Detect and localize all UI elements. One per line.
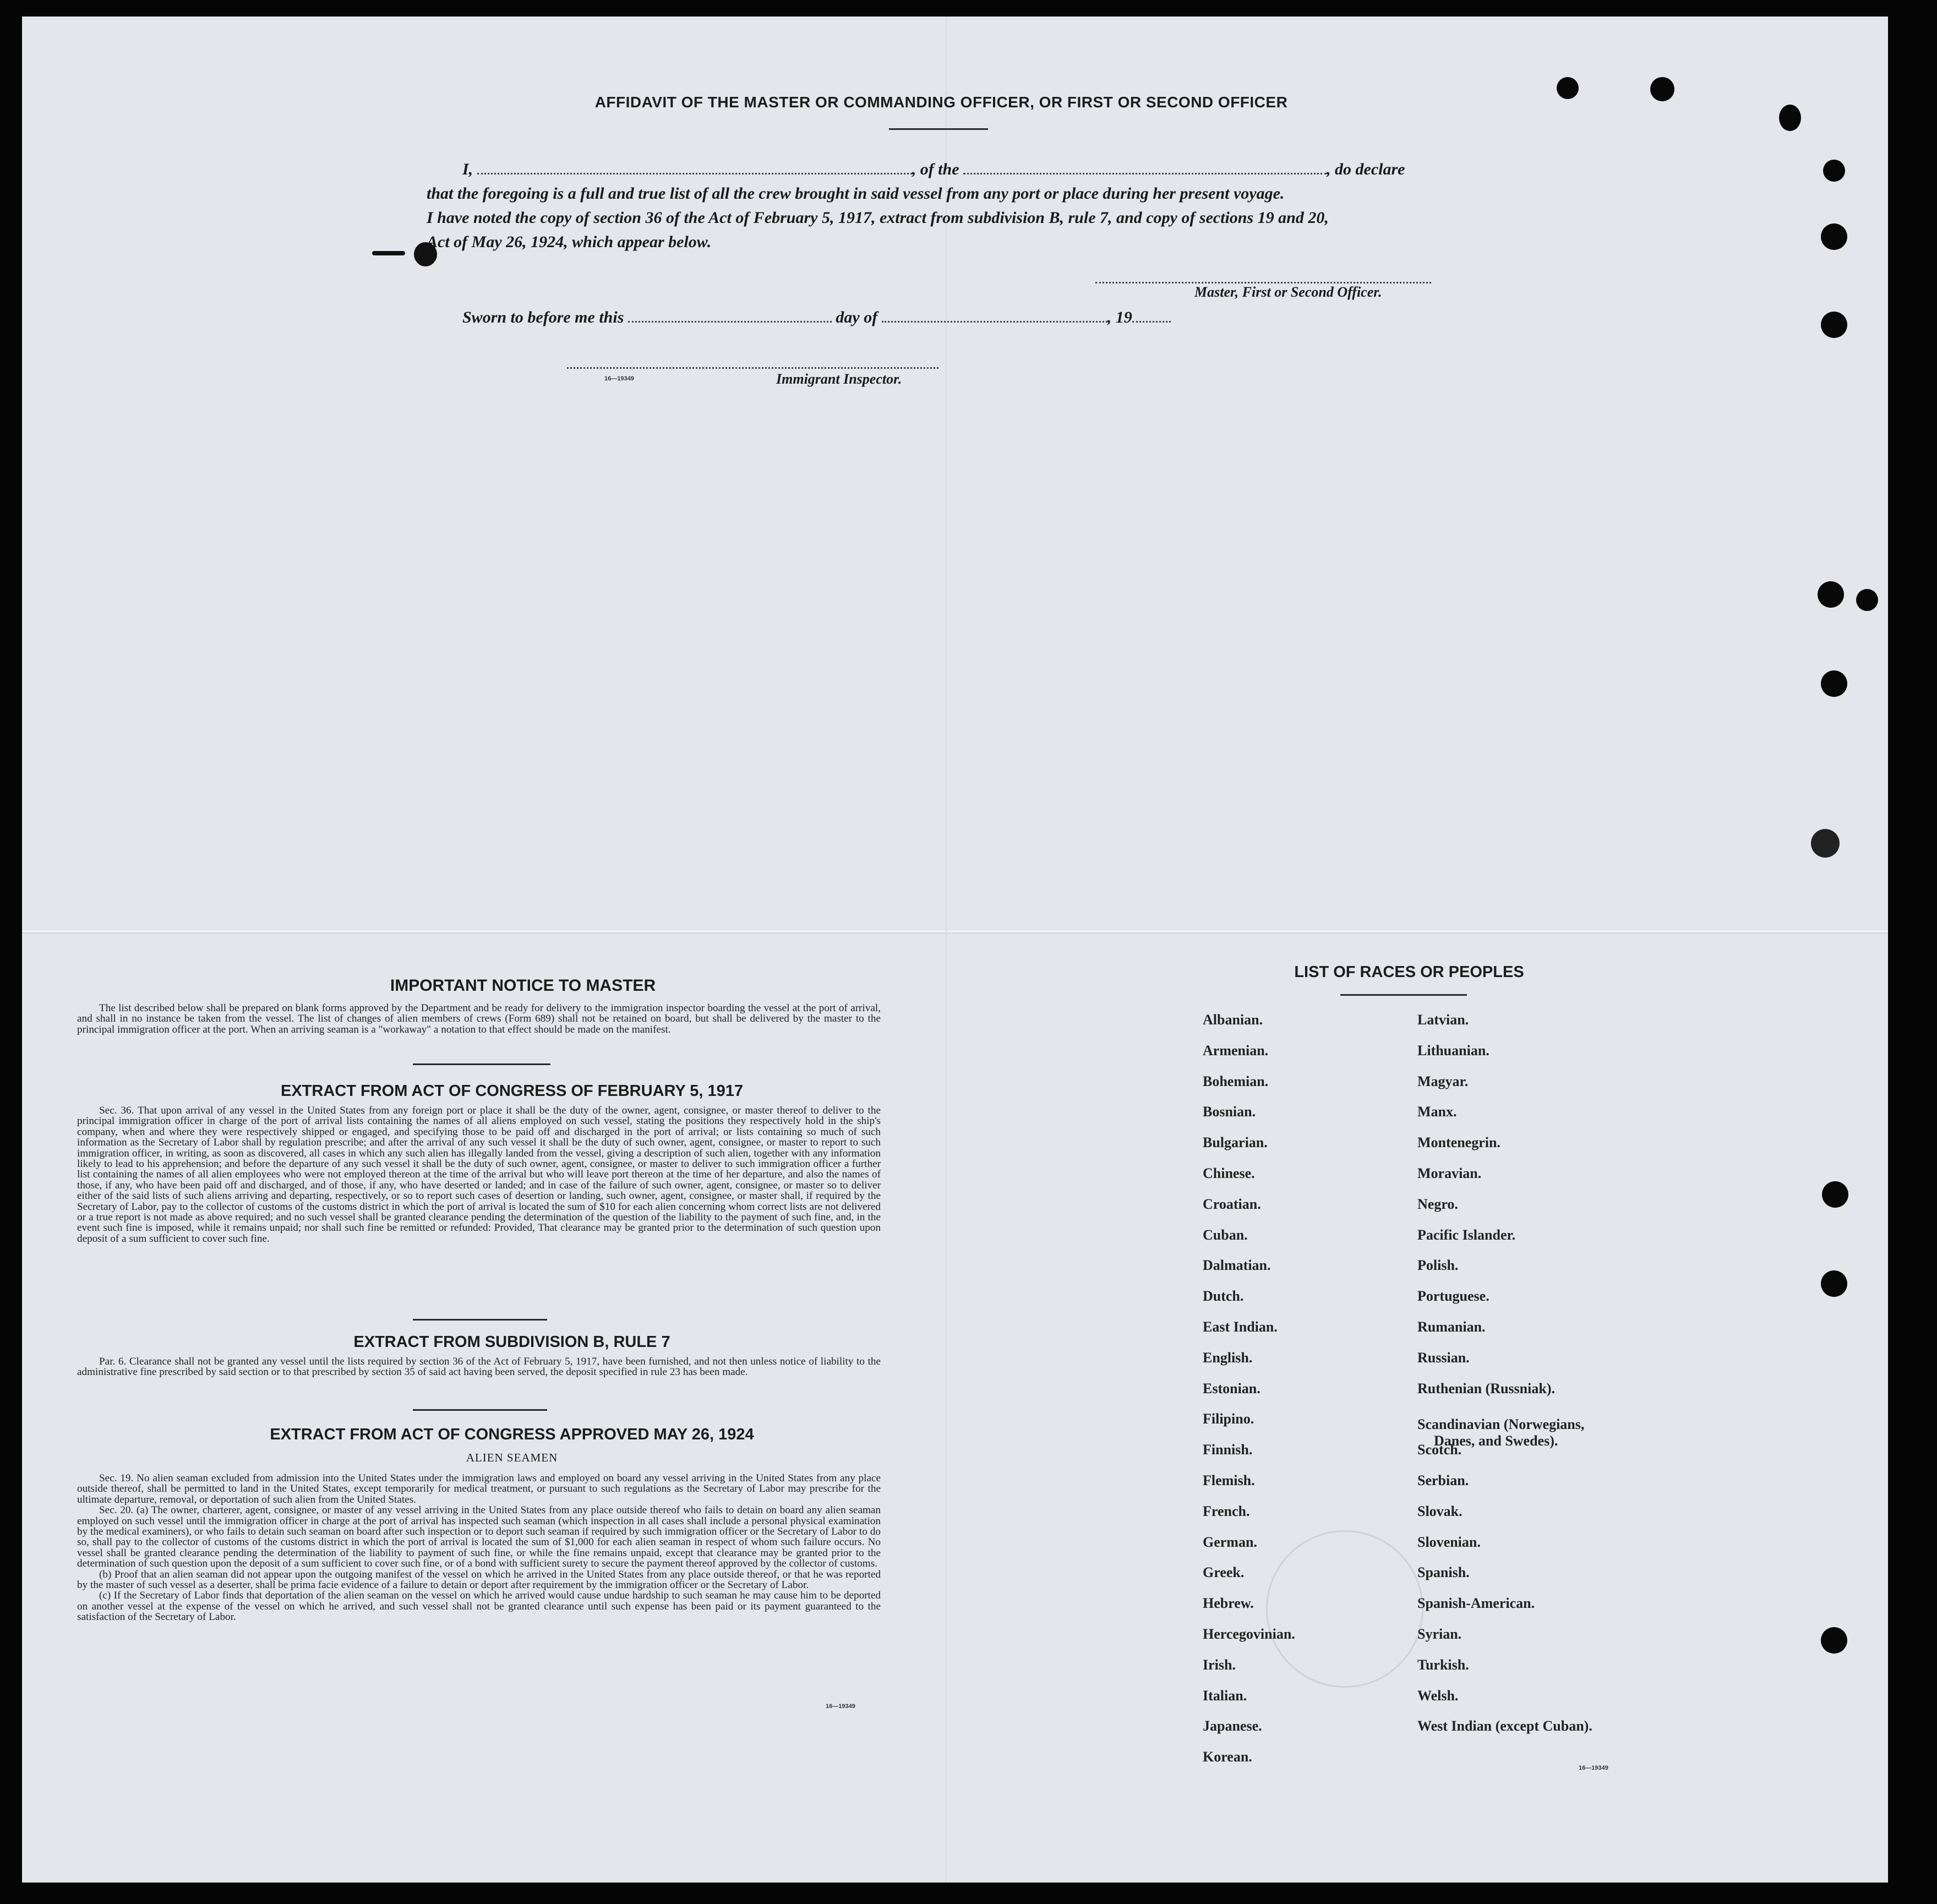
affidavit-title: AFFIDAVIT OF THE MASTER OR COMMANDING OFFICER, OR FIRST OR SECOND OFFICER	[594, 94, 1288, 111]
races-form-number: 16—19349	[1579, 1765, 1608, 1771]
notice-title: IMPORTANT NOTICE TO MASTER	[390, 976, 656, 995]
declaration-line-4: Act of May 26, 1924, which appear below.	[427, 233, 712, 251]
races-title: LIST OF RACES OR PEOPLES	[1294, 963, 1524, 981]
race-item: Manx.	[1417, 1104, 1457, 1120]
races-title-rule	[1340, 994, 1467, 996]
sworn-year-prefix: , 19	[1107, 308, 1132, 326]
race-item: Armenian.	[1203, 1042, 1269, 1059]
race-item: Portuguese.	[1417, 1288, 1489, 1305]
race-item: Estonian.	[1203, 1380, 1261, 1396]
declare-suffix: , do declare	[1327, 160, 1405, 178]
race-item: Welsh.	[1417, 1687, 1459, 1704]
punch-hole	[1821, 1270, 1847, 1297]
race-item: East Indian.	[1203, 1319, 1278, 1335]
declarant-name-field[interactable]	[477, 167, 912, 174]
sworn-line	[462, 308, 1171, 327]
race-item: German.	[1203, 1534, 1257, 1550]
race-item: Russian.	[1417, 1349, 1470, 1366]
declaration-line-1	[427, 157, 1456, 182]
punch-hole	[1650, 77, 1674, 101]
race-item: Lithuanian.	[1417, 1042, 1489, 1059]
punch-hole	[1821, 1627, 1847, 1654]
notice-paragraph: The list described below shall be prepared on blank forms approved by the Department and be ready for delivery to the immigration inspector boarding the vessel at the port of arrival, and shall in no instance be taken from the vessel. The list of changes of alien members of crews (Form 689) shall not be retained on board, but shall be delivered by the master to the principal immigration officer at the port. When an arriving seaman is a "workaway" a notation to that effect should be made on the manifest.	[77, 1002, 881, 1035]
punch-hole	[1818, 581, 1844, 608]
race-item: Italian.	[1203, 1687, 1247, 1704]
punch-hole	[1811, 829, 1840, 858]
notice-body	[77, 1003, 881, 1035]
master-signature-line[interactable]	[1095, 282, 1431, 283]
vessel-name-field[interactable]	[963, 167, 1327, 174]
extract-1917-title: EXTRACT FROM ACT OF CONGRESS OF FEBRUARY 5, 1917	[280, 1082, 744, 1100]
section-rule	[413, 1319, 547, 1321]
race-item: Dutch.	[1203, 1288, 1244, 1305]
race-item: Finnish.	[1203, 1442, 1253, 1458]
extract-1917-body	[77, 1105, 881, 1244]
punch-hole	[1823, 160, 1845, 182]
race-item: Greek.	[1203, 1564, 1245, 1581]
subdivision-b-body	[77, 1356, 881, 1378]
race-item: Ruthenian (Russniak).	[1417, 1380, 1555, 1396]
sworn-year-field[interactable]	[1132, 315, 1171, 323]
faint-seal-stamp	[1266, 1530, 1423, 1688]
race-item: Cuban.	[1203, 1226, 1248, 1243]
race-item: Montenegrin.	[1417, 1134, 1501, 1151]
master-signature-label: Master, First or Second Officer.	[1194, 284, 1382, 300]
extract-1924-subtitle: ALIEN SEAMEN	[466, 1451, 558, 1464]
race-item: Albanian.	[1203, 1012, 1263, 1028]
subdivision-b-paragraph: Par. 6. Clearance shall not be granted any vessel until the lists required by section 36 of the Act of February 5, 1917, have been furnished, and not then unless notice of liability to the administrative fine prescribed by said section or to that prescribed by section 35 of said act having been served, the deposit specified in rule 23 has been made.	[77, 1356, 881, 1378]
punch-hole	[1821, 670, 1847, 697]
race-item: Hercegovinian.	[1203, 1626, 1295, 1642]
race-item: Spanish-American.	[1417, 1595, 1535, 1612]
race-item: Slovak.	[1417, 1503, 1463, 1519]
race-item: Serbian.	[1417, 1472, 1469, 1488]
race-item: Irish.	[1203, 1656, 1236, 1673]
race-item: Croatian.	[1203, 1196, 1261, 1212]
sec-20c-paragraph: (c) If the Secretary of Labor finds that deportation of the alien seaman on the vessel on which he arrived would cause undue hardship to such seaman he may cause him to be deported on another vessel at the expense of the vessel on which he arrived, and such vessel shall not be granted clearance until such expense has been paid or its payment guaranteed to the satisfaction of the Secretary of Labor.	[77, 1590, 881, 1623]
race-item: Turkish.	[1417, 1656, 1469, 1673]
race-item: Slovenian.	[1417, 1534, 1481, 1550]
race-item: Spanish.	[1417, 1564, 1470, 1581]
sworn-prefix: Sworn to before me this	[462, 308, 624, 326]
affidavit-declaration	[427, 157, 1456, 254]
race-item: Dalmatian.	[1203, 1257, 1271, 1274]
race-item: Danes, and Swedes).	[1434, 1433, 1558, 1449]
race-item: Scotch.	[1417, 1442, 1462, 1458]
race-item: Bulgarian.	[1203, 1134, 1268, 1151]
race-item: Pacific Islander.	[1417, 1226, 1516, 1243]
race-item: Scandinavian (Norwegians,	[1417, 1416, 1585, 1433]
vessel-prefix: , of the	[912, 160, 959, 178]
section-rule	[413, 1063, 550, 1065]
race-item: French.	[1203, 1503, 1250, 1519]
race-item: Chinese.	[1203, 1165, 1255, 1181]
race-item: West Indian (except Cuban).	[1417, 1718, 1592, 1734]
race-item: Latvian.	[1417, 1012, 1469, 1028]
race-item: English.	[1203, 1349, 1253, 1366]
section-rule	[413, 1409, 547, 1411]
sec-20a-paragraph: Sec. 20. (a) The owner, charterer, agent, consignee, or master of any vessel arriving in the United States from any place outside thereof who fails to detain on board any alien seaman employed on such vessel until the immigration officer in charge at the port of arrival has inspected such seaman (which inspection in all cases shall include a personal physical examination by the medical examiners), or who fails to detain such seaman on board after such inspection or to deport such seaman if required by such immigration officer or the Secretary of Labor to do so, shall pay to the collector of customs of the customs district in which the port of arrival is located the sum of $1,000 for each alien seaman in respect of whom such failure occurs. No vessel shall be granted clearance pending the determination of the liability to payment of such fine, or while the fine remains unpaid, except that clearance may be granted prior to the determination of such question upon the deposit of a sum sufficient to cover such fine, or of a bond with sufficient surety to secure the payment thereof approved by the collector of customs.	[77, 1504, 881, 1570]
race-item: Japanese.	[1203, 1718, 1262, 1734]
inspector-label: Immigrant Inspector.	[776, 371, 902, 387]
declaration-line-3: I have noted the copy of section 36 of the Act of February 5, 1917, extract from subdivision B, rule 7, and copy of sections 19 and 20,	[427, 209, 1329, 227]
race-item: Rumanian.	[1417, 1319, 1486, 1335]
race-item: Bosnian.	[1203, 1104, 1256, 1120]
race-item: Polish.	[1417, 1257, 1459, 1274]
race-item: Bohemian.	[1203, 1073, 1269, 1089]
race-item: Hebrew.	[1203, 1595, 1254, 1612]
subdivision-b-title: EXTRACT FROM SUBDIVISION B, RULE 7	[353, 1333, 670, 1351]
race-item: Negro.	[1417, 1196, 1458, 1212]
race-item: Syrian.	[1417, 1626, 1462, 1642]
affidavit-form-number: 16—19349	[604, 375, 634, 382]
ink-blot	[372, 251, 405, 255]
declarant-prefix: I,	[462, 160, 473, 178]
horizontal-fold	[22, 930, 1888, 932]
sworn-month-field[interactable]	[882, 315, 1107, 323]
vertical-fold	[946, 17, 947, 1883]
race-item: Moravian.	[1417, 1165, 1482, 1181]
extract-1924-body	[77, 1473, 881, 1623]
extract-1924-form-number: 16—19349	[826, 1703, 855, 1710]
punch-hole	[1822, 1181, 1848, 1208]
race-item: Magyar.	[1417, 1073, 1469, 1089]
extract-1917-paragraph: Sec. 36. That upon arrival of any vessel in the United States from any foreign port or place it shall be the duty of the owner, agent, consignee, or master thereof to deliver to the principal immigration officer in charge of the port of arrival lists containing the names of all aliens employed on such vessel, stating the positions they respectively hold in the ship's company, when and where they were respectively shipped or engaged, and specifying those to be paid off and discharged in the port of arrival; or lists containing so much of such information as the Secretary of Labor shall by regulation prescribe; and after the arrival of any such vessel it shall be the duty of such owner, agent, consignee, or master to report to such immigration officer, in writing, as soon as discovered, all cases in which any such alien has illegally landed from the vessel, giving a description of such alien, together with any information likely to lead to his apprehension; and before the departure of any such vessel it shall be the duty of such owner, agent, consignee, or master to deliver to such immigration officer a further list containing the names of all alien employees who were not employed thereon at the time of the arrival but who will leave port thereon at the time of her departure, and also the names of those, if any, who have been paid off and discharged, and of those, if any, who have deserted or landed; and in case of the failure of such owner, agent, consignee, or master so to deliver either of the said lists of such aliens arriving and departing, respectively, or so to report such cases of desertion or landing, such owner, agent, consignee, or master shall, if required by the Secretary of Labor, pay to the collector of customs of the customs district in which the port of arrival is located the sum of $10 for each alien concerning whom correct lists are not delivered or a true report is not made as above required; and no such vessel shall be granted clearance pending the determination of the question of the liability to the payment of such fine, and, in the event such fine is imposed, while it remains unpaid; nor shall such fine be remitted or refunded: Provided, That clearance may be granted prior to the determination of such question upon deposit of a sum sufficient to cover such fine.	[77, 1105, 881, 1245]
punch-hole	[1821, 223, 1847, 250]
race-item: Filipino.	[1203, 1411, 1254, 1427]
declaration-line-2: that the foregoing is a full and true list of all the crew brought in said vessel from any port or place during her present voyage.	[427, 184, 1285, 203]
punch-hole	[1779, 105, 1801, 131]
race-item: Flemish.	[1203, 1472, 1255, 1488]
inspector-signature-line[interactable]	[567, 367, 939, 369]
sec-19-paragraph: Sec. 19. No alien seaman excluded from admission into the United States under the immigration laws and employed on board any vessel arriving in the United States from any place outside thereof, shall be permitted to land in the United States, except temporarily for medical treatment, or pursuant to such regulations as the Secretary of Labor may prescribe for the ultimate departure, removal, or deportation of such alien from the United States.	[77, 1472, 881, 1505]
race-item: Korean.	[1203, 1749, 1252, 1765]
punch-hole	[1856, 589, 1878, 611]
sworn-day-of: day of	[836, 308, 878, 326]
extract-1924-title: EXTRACT FROM ACT OF CONGRESS APPROVED MAY 26, 1924	[270, 1426, 754, 1443]
punch-hole	[1557, 77, 1579, 99]
sworn-day-field[interactable]	[628, 315, 832, 323]
sec-20b-paragraph: (b) Proof that an alien seaman did not appear upon the outgoing manifest of the vessel on which he arrived in the United States from any place outside thereof, or that he was reported by the master of such vessel as a deserter, shall be prima facie evidence of a failure to detain or deport after requirement by the immigration officer or the Secretary of Labor.	[77, 1568, 881, 1591]
punch-hole	[1821, 312, 1847, 338]
affidavit-title-rule	[889, 128, 988, 130]
